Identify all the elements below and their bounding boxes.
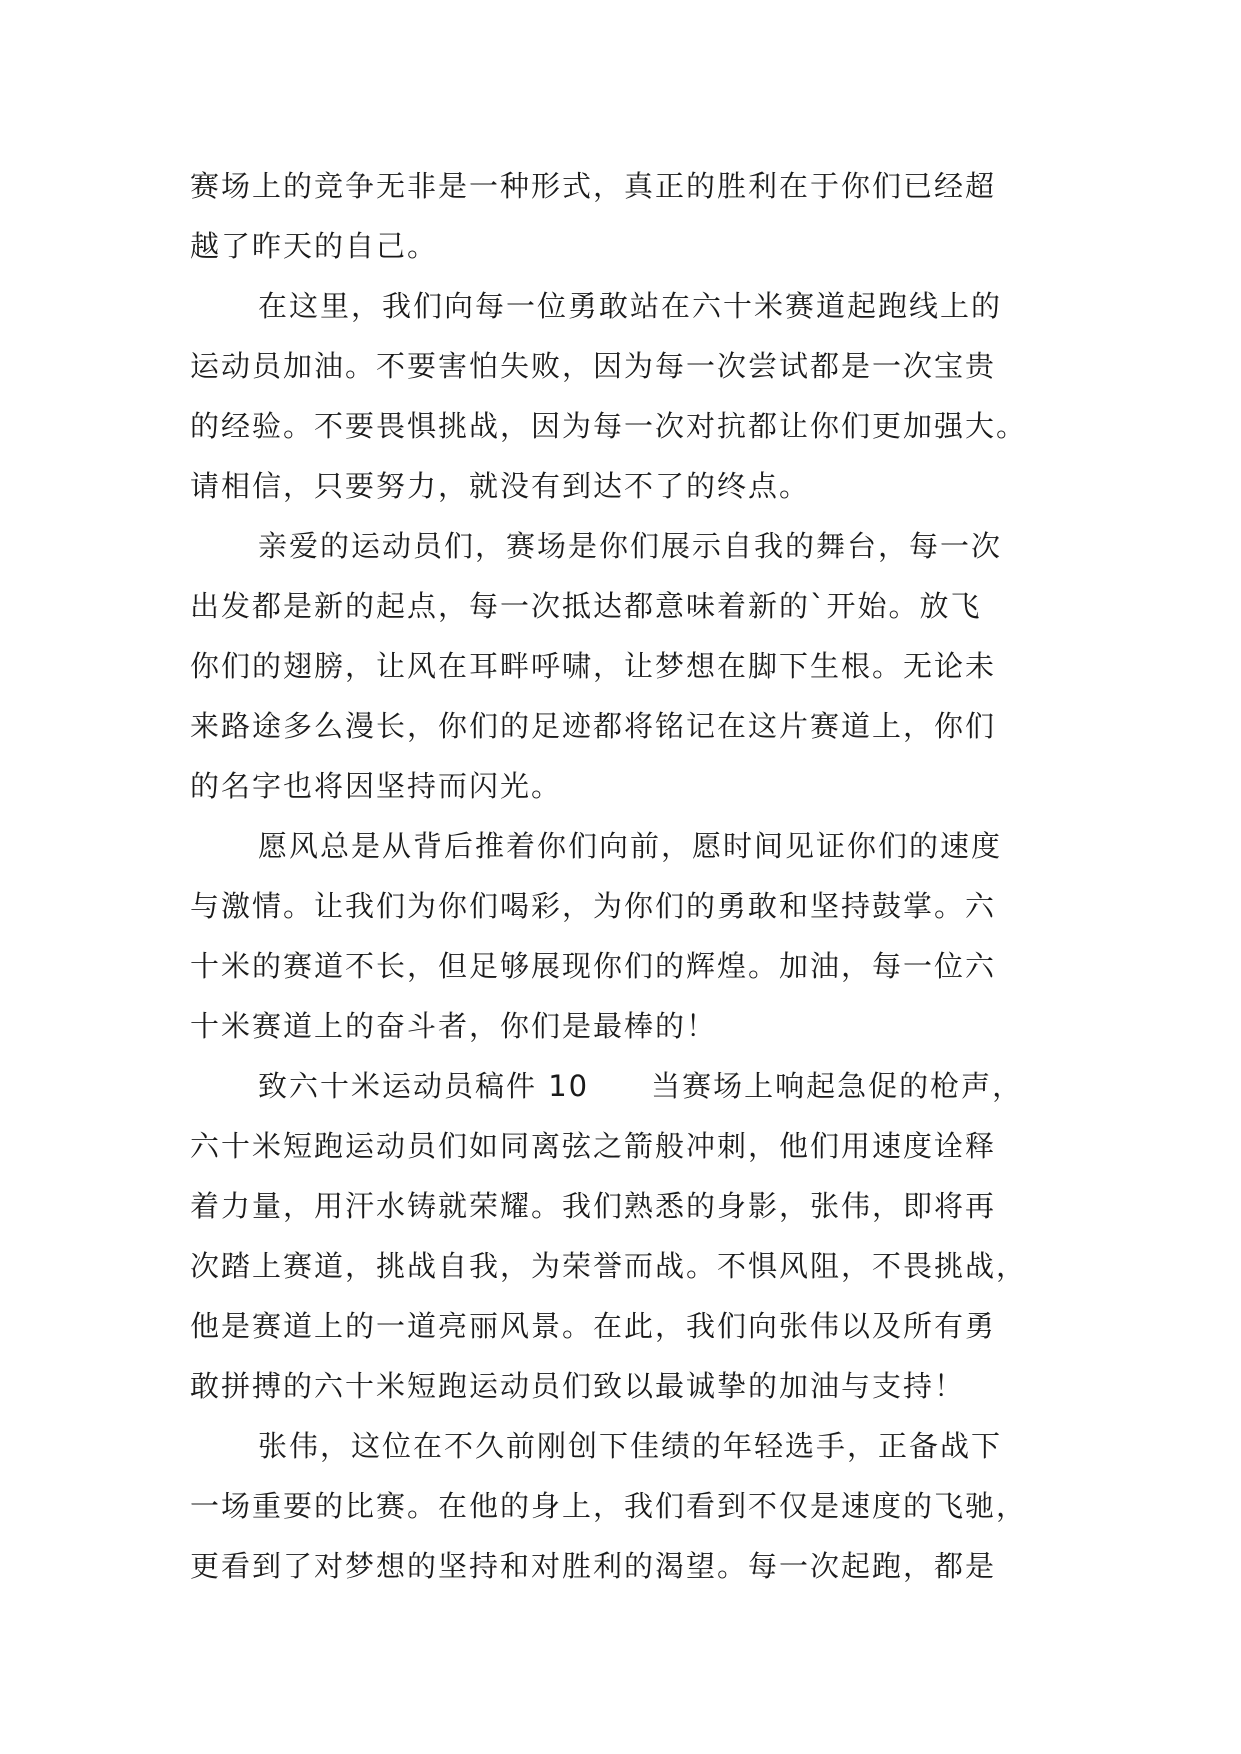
text-line: 十米赛道上的奋斗者，你们是最棒的！ (190, 1009, 718, 1043)
text-line: 出发都是新的起点，每一次抵达都意味着新的`开始。放飞 (190, 589, 982, 623)
text-line: 你们的翅膀，让风在耳畔呼啸，让梦想在脚下生根。无论未 (190, 649, 997, 683)
text-line: 亲爱的运动员们，赛场是你们展示自我的舞台，每一次 (258, 529, 1003, 563)
text-line: 来路途多么漫长，你们的足迹都将铭记在这片赛道上，你们 (190, 709, 997, 743)
text-line: 他是赛道上的一道亮丽风景。在此，我们向张伟以及所有勇 (190, 1309, 997, 1343)
text-line: 与激情。让我们为你们喝彩，为你们的勇敢和坚持鼓掌。六 (190, 889, 997, 923)
text-line: 十米的赛道不长，但足够展现你们的辉煌。加油，每一位六 (190, 949, 997, 983)
text-line: 的经验。不要畏惧挑战，因为每一次对抗都让你们更加强大。 (190, 409, 1028, 443)
text-line: 一场重要的比赛。在他的身上，我们看到不仅是速度的飞驰， (190, 1489, 1028, 1523)
text-line: 更看到了对梦想的坚持和对胜利的渴望。每一次起跑，都是 (190, 1549, 997, 1583)
text-line: 敢拼搏的六十米短跑运动员们致以最诚挚的加油与支持！ (190, 1369, 966, 1403)
text-line: 着力量，用汗水铸就荣耀。我们熟悉的身影，张伟，即将再 (190, 1189, 997, 1223)
text-line: 次踏上赛道，挑战自我，为荣誉而战。不惧风阻，不畏挑战， (190, 1249, 1028, 1283)
text-line: 运动员加油。不要害怕失败，因为每一次尝试都是一次宝贵 (190, 349, 997, 383)
text-line: 愿风总是从背后推着你们向前，愿时间见证你们的速度 (258, 829, 1003, 863)
text-line: 赛场上的竞争无非是一种形式，真正的胜利在于你们已经超 (190, 169, 997, 203)
text-line: 在这里，我们向每一位勇敢站在六十米赛道起跑线上的 (258, 289, 1003, 323)
text-line: 张伟，这位在不久前刚创下佳绩的年轻选手，正备战下 (258, 1429, 1003, 1463)
body-text (190, 156, 1052, 1596)
text-line: 致六十米运动员稿件 10 当赛场上响起急促的枪声， (258, 1069, 1024, 1103)
text-line: 请相信，只要努力，就没有到达不了的终点。 (190, 469, 811, 503)
text-line: 六十米短跑运动员们如同离弦之箭般冲刺，他们用速度诠释 (190, 1129, 997, 1163)
text-line: 的名字也将因坚持而闪光。 (190, 769, 563, 803)
text-line: 越了昨天的自己。 (190, 229, 439, 263)
